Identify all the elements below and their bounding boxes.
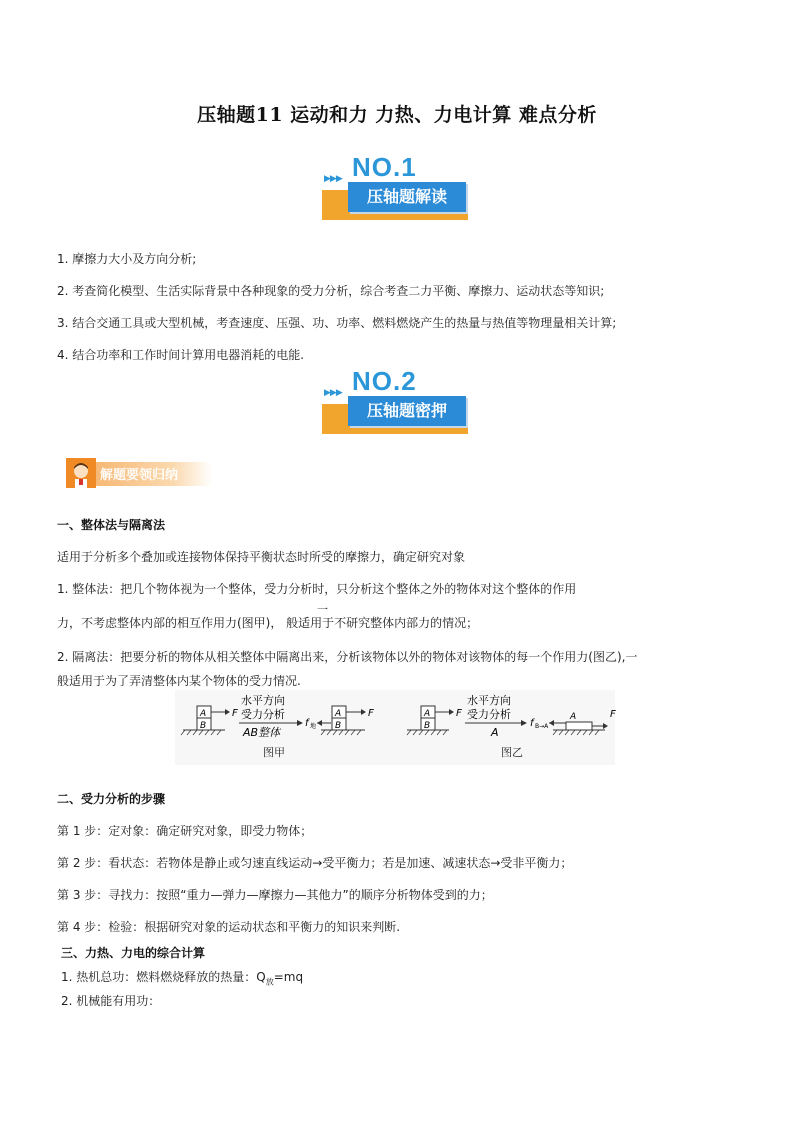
paragraph: 2. 隔离法：把要分析的物体从相关整体中隔离出来，分析该物体以外的物体对该物体的每一个作用力(图乙),一	[57, 650, 638, 664]
arrow-bottom-text: AB整体	[243, 726, 281, 739]
badge-label: 压轴题密押	[348, 396, 466, 426]
friction-subscript: B→A	[535, 723, 549, 730]
formula-prefix: 1. 热机总功：燃料燃烧释放的热量：Q	[61, 970, 266, 984]
force-label: F	[610, 709, 616, 720]
paragraph: 般适用于为了弄清整体内某个物体的受力情况.	[57, 674, 301, 688]
block-a-label: A	[335, 709, 342, 719]
page-title: 压轴题11 运动和力 力热、力电计算 难点分析	[197, 104, 597, 126]
formula-suffix: =mq	[273, 970, 304, 984]
step-item: 第 3 步：寻找力：按照“重力—弹力—摩擦力—其他力”的顺序分析物体受到的力；	[57, 888, 493, 902]
arrow-mid-text: 受力分析	[467, 708, 511, 721]
triple-arrow-icon: ▶▶▶	[324, 388, 342, 398]
section-badge-2	[322, 368, 472, 438]
block-a-label: A	[200, 709, 207, 719]
section-badge-1	[322, 154, 472, 224]
force-label: F	[232, 708, 238, 719]
badge-label: 压轴题解读	[348, 182, 466, 212]
section-heading: 一、整体法与隔离法	[57, 518, 166, 532]
triple-arrow-icon: ▶▶▶	[324, 174, 342, 184]
formula-subscript: 放	[265, 977, 274, 987]
intro-item: 4. 结合功率和工作时间计算用电器消耗的电能.	[57, 348, 305, 362]
intro-item: 1. 摩擦力大小及方向分析;	[57, 252, 197, 266]
block-b-label: B	[424, 721, 431, 731]
friction-label: f	[530, 718, 534, 729]
section-heading: 二、受力分析的步骤	[57, 792, 166, 806]
list-item: 2. 机械能有用功：	[61, 994, 161, 1008]
paragraph: 适用于分析多个叠加或连接物体保持平衡状态时所受的摩擦力，确定研究对象	[57, 550, 466, 564]
block-b-label: B	[200, 721, 207, 731]
stray-mark: 一	[317, 603, 328, 616]
figure-caption: 图乙	[501, 746, 523, 759]
friction-subscript: 地	[310, 723, 317, 730]
paragraph: 力，不考虑整体内部的相互作用力(图甲)， 般适用于不研究整体内部力的情况；	[57, 616, 479, 630]
block-b-label: B	[335, 721, 342, 731]
paragraph: 1. 整体法：把几个物体视为一个整体，受力分析时，只分析这个整体之外的物体对这个整体的作用	[57, 582, 577, 596]
badge-number: NO.1	[352, 152, 417, 182]
block-a-label: A	[570, 712, 577, 722]
figure-caption: 图甲	[263, 746, 285, 759]
tips-label: 解题要领归纳	[100, 468, 179, 483]
force-label: F	[456, 708, 462, 719]
list-item	[61, 968, 303, 987]
arrow-bottom-text: A	[491, 726, 499, 739]
arrow-top-text: 水平方向	[241, 694, 285, 707]
intro-item: 2. 考查简化模型、生活实际背景中各种现象的受力分析，综合考查二力平衡、摩擦力、运动状态等知识;	[57, 284, 605, 298]
badge-number: NO.2	[352, 366, 417, 396]
step-item: 第 1 步：定对象：确定研究对象，即受力物体；	[57, 824, 313, 838]
step-item: 第 2 步：看状态：若物体是静止或匀速直线运动→受平衡力；若是加速、减速状态→受非平衡力；	[57, 856, 573, 870]
teacher-avatar-icon	[66, 458, 96, 488]
tips-banner	[66, 458, 216, 488]
section-heading: 三、力热、力电的综合计算	[61, 946, 206, 960]
arrow-top-text: 水平方向	[467, 694, 511, 707]
arrow-mid-text: 受力分析	[241, 708, 285, 721]
force-analysis-figure	[175, 690, 615, 765]
block-a-label: A	[424, 709, 431, 719]
intro-item: 3. 结合交通工具或大型机械，考查速度、压强、功、功率、燃料燃烧产生的热量与热值等物理量相关计算;	[57, 316, 617, 330]
step-item: 第 4 步：检验：根据研究对象的运动状态和平衡力的知识来判断.	[57, 920, 401, 934]
force-label: F	[368, 708, 374, 719]
friction-label: f	[305, 718, 309, 729]
